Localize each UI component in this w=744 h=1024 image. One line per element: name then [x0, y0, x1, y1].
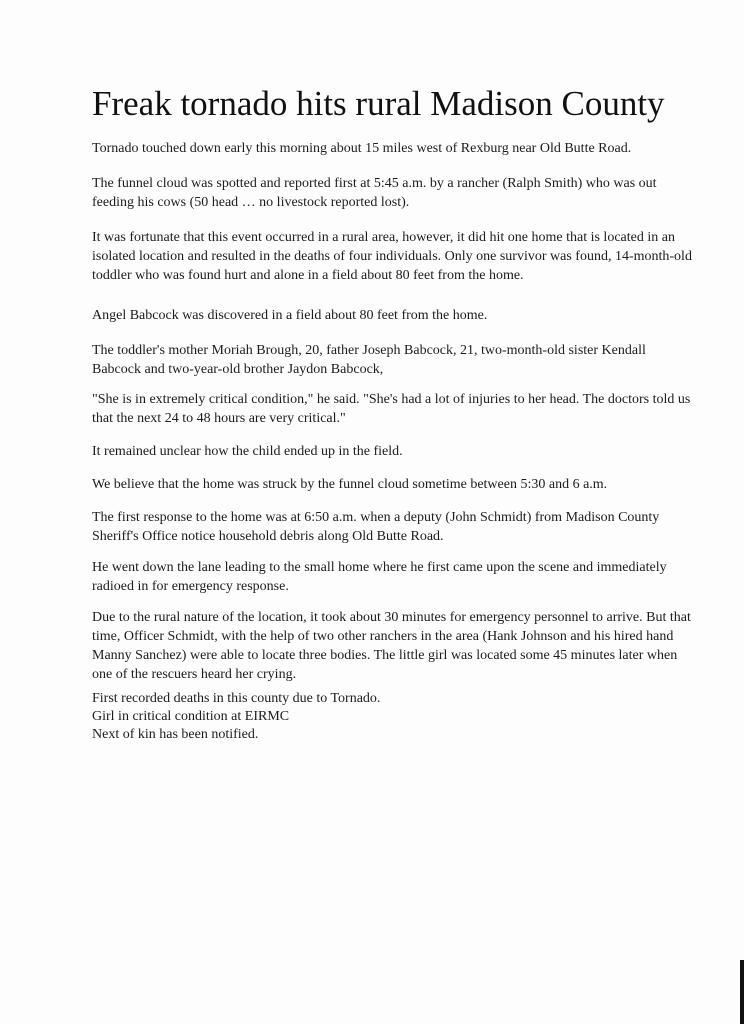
scan-edge-mark: [740, 960, 744, 1024]
paragraph-spotted: The funnel cloud was spotted and reported first at 5:45 a.m. by a rancher (Ralph Smith) who was out feeding his cows (50 head … no livestock reported lost).: [92, 176, 657, 210]
paragraph-family: The toddler's mother Moriah Brough, 20, father Joseph Babcock, 21, two-month-old sister Kendall Babcock and two-year-old brother Jaydon Babcock,: [92, 343, 646, 377]
paragraph-unclear: It remained unclear how the child ended up in the field.: [92, 444, 403, 459]
footer-notes: [92, 690, 592, 744]
paragraph-fortunate: It was fortunate that this event occurred in a rural area, however, it did hit one home that is located in an isolated location and resulted in the deaths of four individuals. Only one survivor was found, 14-month-old toddler who was found hurt and alone in a field about 80 feet from the home.: [92, 230, 692, 283]
headline: Freak tornado hits rural Madison County: [92, 84, 665, 123]
paragraph-lane: He went down the lane leading to the small home where he first came upon the scene and immediately radioed in for emergency response.: [92, 560, 667, 594]
note-next-of-kin: Next of kin has been notified.: [92, 727, 259, 742]
paragraph-first-response: The first response to the home was at 6:50 a.m. when a deputy (John Schmidt) from Madison County Sheriff's Office notice household debris along Old Butte Road.: [92, 510, 660, 544]
note-girl-condition: Girl in critical condition at EIRMC: [92, 709, 290, 724]
paragraph-rural-nature: Due to the rural nature of the location, it took about 30 minutes for emergency personnel to arrive. But that time, Officer Schmidt, with the help of two other ranchers in the area (Hank Johnson and his hired hand Manny Sanchez) were able to locate three bodies. The little girl was located some 45 minutes later when one of the rescuers heard her crying.: [92, 610, 691, 682]
paragraph-angel: Angel Babcock was discovered in a field about 80 feet from the home.: [92, 308, 488, 323]
paragraph-touchdown: Tornado touched down early this morning about 15 miles west of Rexburg near Old Butte Road.: [92, 141, 632, 156]
note-first-deaths: First recorded deaths in this county due to Tornado.: [92, 691, 381, 706]
paragraph-timing: We believe that the home was struck by the funnel cloud sometime between 5:30 and 6 a.m.: [92, 477, 608, 492]
paragraph-quote: "She is in extremely critical condition," he said. "She's had a lot of injuries to her head. The doctors told us that the next 24 to 48 hours are very critical.": [92, 392, 691, 426]
